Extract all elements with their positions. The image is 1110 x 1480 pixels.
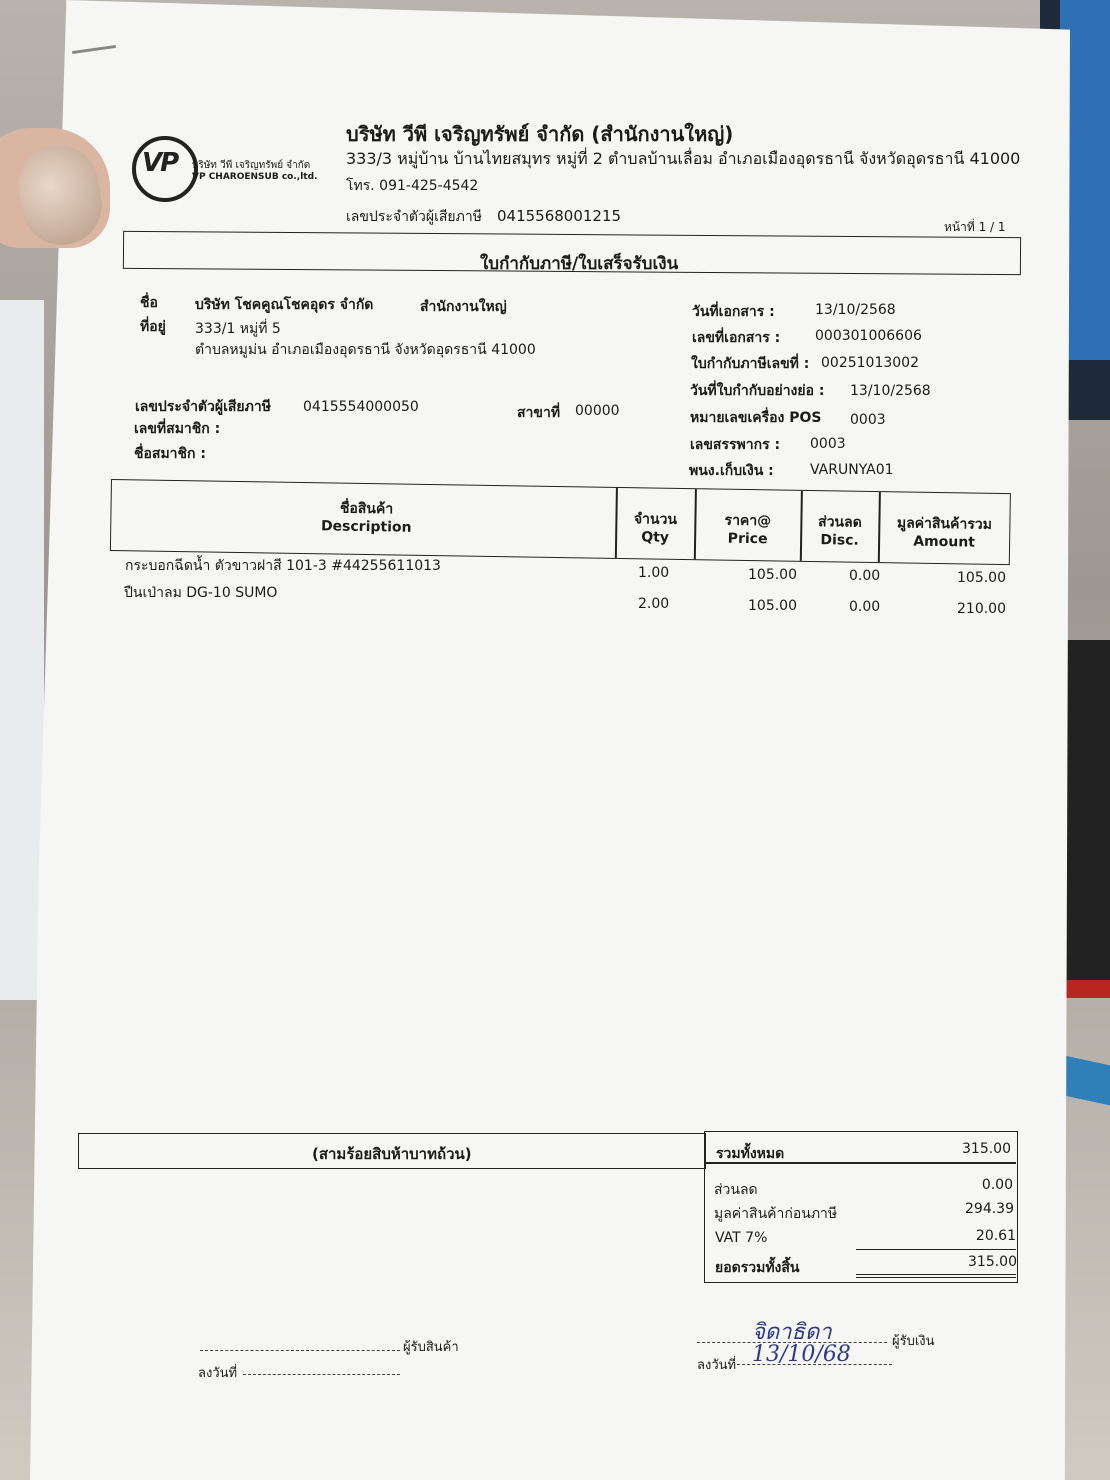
header-price-en: Price — [727, 530, 768, 548]
customer-name-label: ชื่อ — [140, 295, 158, 311]
company-phone: โทร. 091-425-4542 — [346, 178, 479, 194]
vat-value: 20.61 — [975, 1228, 1016, 1244]
cashier: VARUNYA01 — [810, 462, 894, 478]
member-name-label: ชื่อสมาชิก : — [134, 446, 206, 462]
item-1-description: กระบอกฉีดน้ำ ตัวขาวฝาสี 101-3 #44255611013 — [125, 558, 441, 574]
customer-address-line1: 333/1 หมู่ที่ 5 — [195, 321, 281, 337]
grand-total-value: 315.00 — [968, 1254, 1017, 1270]
pos-label: หมายเลขเครื่อง POS — [690, 410, 822, 426]
company-name: บริษัท วีพี เจริญทรัพย์ จำกัด (สำนักงานใหญ่) — [346, 122, 734, 146]
header-discount-en: Disc. — [820, 532, 859, 549]
header-discount — [801, 513, 879, 550]
item-2-discount: 0.00 — [849, 599, 881, 615]
page-number: หน้าที่ 1 / 1 — [944, 220, 1006, 234]
pos-number: 0003 — [850, 412, 886, 428]
customer-name: บริษัท โชคคูณโชคอุดร จำกัด — [195, 297, 374, 313]
customer-address-line2: ตำบลหมูม่น อำเภอเมืองอุดรธานี จังหวัดอุดรธานี 41000 — [195, 342, 536, 358]
item-2-amount: 210.00 — [957, 601, 1006, 617]
receiver-money-label: ผู้รับเงิน — [892, 1334, 935, 1349]
vat-label: VAT 7% — [715, 1230, 768, 1246]
total-label: รวมทั้งหมด — [716, 1146, 785, 1162]
item-2-description: ปืนเป่าลม DG-10 SUMO — [124, 585, 278, 601]
header-amount-th: มูลค่าสินค้ารวม — [896, 515, 993, 533]
header-description-en: Description — [320, 518, 412, 536]
abbr-invoice-date: 13/10/2568 — [850, 383, 931, 399]
logo-mark: VP — [142, 148, 178, 178]
tax-invoice-no: 00251013002 — [821, 355, 919, 371]
item-2-qty: 2.00 — [638, 596, 670, 612]
header-qty — [616, 510, 695, 547]
discount-label: ส่วนลด — [714, 1182, 758, 1198]
grand-total-label: ยอดรวมทั้งสิ้น — [715, 1260, 800, 1276]
header-amount — [879, 514, 1010, 552]
total-value: 315.00 — [962, 1141, 1011, 1157]
pre-vat-value: 294.39 — [965, 1201, 1014, 1217]
doc-no: 000301006606 — [815, 328, 922, 344]
pre-vat-label: มูลค่าสินค้าก่อนภาษี — [714, 1206, 838, 1222]
item-1-qty: 1.00 — [638, 565, 670, 581]
customer-tax-id: 0415554000050 — [303, 399, 419, 415]
cashier-label: พนง.เก็บเงิน : — [689, 463, 774, 479]
item-2-price: 105.00 — [748, 598, 797, 614]
header-amount-en: Amount — [913, 533, 976, 551]
company-tax-id: 0415568001215 — [497, 207, 622, 225]
doc-date-label: วันที่เอกสาร : — [692, 304, 775, 320]
left-date-label: ลงวันที่ — [198, 1366, 238, 1381]
header-price-th: ราคา@ — [724, 512, 772, 530]
customer-branch: 00000 — [575, 403, 620, 419]
grand-total-double-underline-2 — [856, 1277, 1016, 1278]
header-description — [281, 499, 452, 538]
revenue-no: 0003 — [810, 436, 846, 452]
amount-in-words: (สามร้อยสิบห้าบาทถ้วน) — [312, 1145, 472, 1163]
customer-address-label: ที่อยู่ — [140, 319, 166, 335]
tax-invoice-no-label: ใบกำกับภาษีเลขที่ : — [691, 356, 810, 372]
logo-thai-text: บริษัท วีพี เจริญทรัพย์ จำกัด — [192, 160, 311, 171]
header-discount-th: ส่วนลด — [817, 514, 862, 531]
abbr-invoice-date-label: วันที่ใบกำกับอย่างย่อ : — [690, 383, 825, 399]
handwritten-date: 13/10/68 — [752, 1342, 851, 1367]
grand-total-double-underline — [856, 1274, 1016, 1275]
item-1-price: 105.00 — [748, 567, 797, 583]
item-1-amount: 105.00 — [957, 570, 1006, 586]
customer-branch-label: สาขาที่ — [517, 405, 561, 421]
vat-underline — [856, 1249, 1016, 1250]
discount-value: 0.00 — [981, 1177, 1013, 1193]
handwritten-signature: จิดาธิดา — [752, 1320, 832, 1345]
revenue-no-label: เลขสรรพากร : — [690, 437, 781, 453]
doc-no-label: เลขที่เอกสาร : — [692, 330, 781, 346]
logo-english-text: VP CHAROENSUB co.,ltd. — [192, 172, 318, 182]
member-no-label: เลขที่สมาชิก : — [134, 421, 221, 437]
receiver-goods-label: ผู้รับสินค้า — [403, 1340, 459, 1355]
right-date-label: ลงวันที่ — [697, 1358, 737, 1373]
doc-date: 13/10/2568 — [815, 302, 896, 318]
company-tax-id-label: เลขประจำตัวผู้เสียภาษี — [346, 209, 482, 225]
header-description-th: ชื่อสินค้า — [339, 500, 394, 518]
header-price — [695, 511, 801, 549]
customer-tax-id-label: เลขประจำตัวผู้เสียภาษี — [135, 399, 271, 415]
receiver-goods-signature-line — [200, 1350, 400, 1351]
header-qty-en: Qty — [641, 529, 670, 546]
left-date-line — [243, 1374, 400, 1375]
item-1-discount: 0.00 — [849, 568, 881, 584]
items-table-header — [110, 479, 1011, 565]
company-address: 333/3 หมู่บ้าน บ้านไทยสมุทร หมู่ที่ 2 ตำบลบ้านเลื่อม อำเภอเมืองอุดรธานี จังหวัดอุดรธานี 41000 — [346, 149, 1021, 168]
background-paper-edge — [0, 300, 44, 1000]
customer-branch-type: สำนักงานใหญ่ — [420, 299, 507, 315]
document-title: ใบกำกับภาษี/ใบเสร็จรับเงิน — [480, 254, 679, 274]
header-qty-th: จำนวน — [633, 511, 678, 528]
